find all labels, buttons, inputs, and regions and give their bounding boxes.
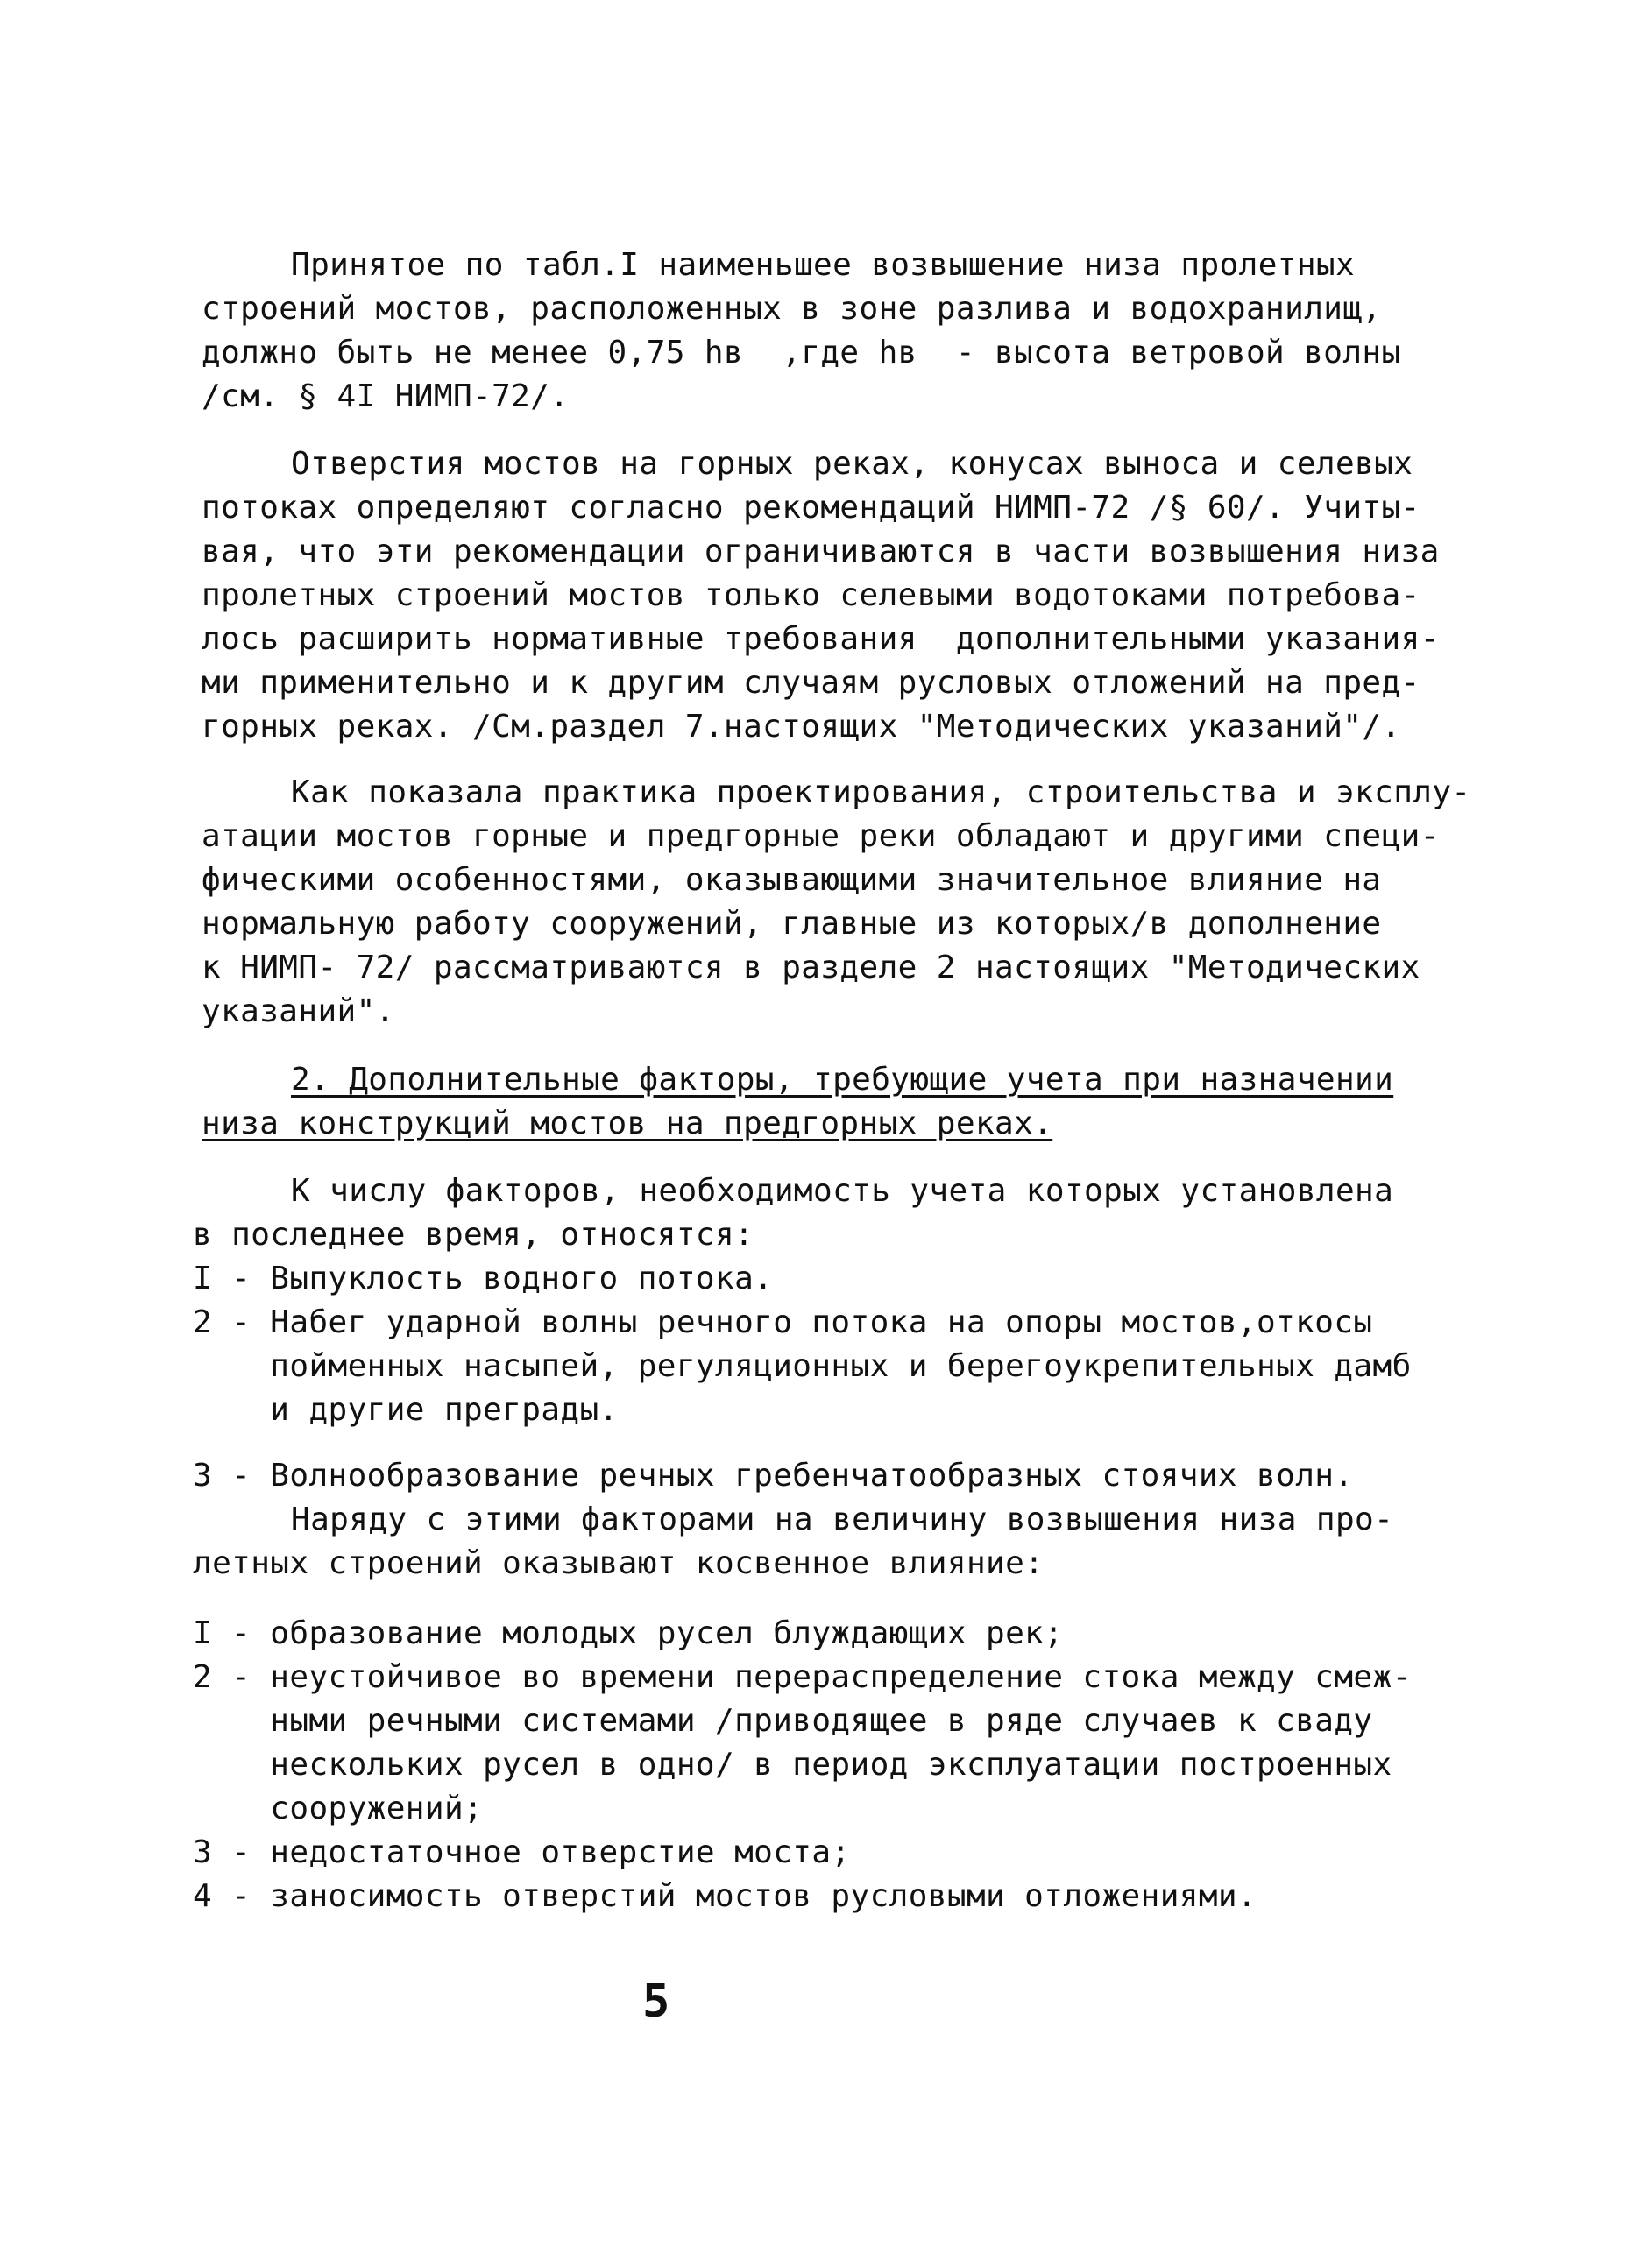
- list-item: 3 - Волнообразование речных гребенчатообразных стоячих волн.: [193, 1458, 1354, 1494]
- text-line: К числу факторов, необходимость учета которых установлена: [291, 1173, 1394, 1209]
- list-item: 2 - неустойчивое во времени перераспределение стока между смеж-: [193, 1659, 1412, 1695]
- section-heading: 2. Дополнительные факторы, требующие учета при назначении: [291, 1062, 1394, 1098]
- text-line: вая, что эти рекомендации ограничиваются в части возвышения низа: [202, 533, 1440, 569]
- list-item: сооружений;: [193, 1791, 484, 1826]
- list-item: 4 - заносимость отверстий мостов русловыми отложениями.: [193, 1878, 1257, 1914]
- page-number: 5: [642, 1975, 670, 2028]
- list-item: и другие преграды.: [193, 1392, 619, 1428]
- list-item: I - Выпуклость водного потока.: [193, 1261, 774, 1297]
- list-item: 3 - недостаточное отверстие моста;: [193, 1834, 851, 1870]
- list-item: I - образование молодых русел блуждающих рек;: [193, 1615, 1064, 1651]
- text-line: горных реках. /См.раздел 7.настоящих "Методических указаний"/.: [202, 709, 1401, 745]
- text-line: Как показала практика проектирования, строительства и эксплу-: [291, 774, 1471, 810]
- list-item: нескольких русел в одно/ в период эксплуатации построенных: [193, 1747, 1392, 1783]
- text-line: Принятое по табл.I наименьшее возвышение низа пролетных: [291, 247, 1356, 283]
- text-line: к НИМП- 72/ рассматриваются в разделе 2 настоящих "Методических: [202, 950, 1420, 986]
- text-line: Наряду с этими факторами на величину возвышения низа про-: [291, 1501, 1394, 1537]
- section-heading: низа конструкций мостов на предгорных реках.: [202, 1106, 1053, 1141]
- list-item: ными речными системами /приводящее в ряде случаев к сваду: [193, 1703, 1373, 1739]
- text-line: строений мостов, расположенных в зоне разлива и водохранилищ,: [202, 291, 1382, 327]
- text-line: фическими особенностями, оказывающими значительное влияние на: [202, 862, 1382, 898]
- text-line: в последнее время, относятся:: [193, 1217, 754, 1253]
- text-line: Отверстия мостов на горных реках, конусах выноса и селевых: [291, 446, 1413, 482]
- text-line: должно быть не менее 0,75 hв ,где hв - высота ветровой волны: [202, 335, 1401, 371]
- text-line: /см. § 4I НИМП-72/.: [202, 378, 570, 414]
- list-item: 2 - Набег ударной волны речного потока на опоры мостов,откосы: [193, 1304, 1373, 1340]
- text-line: пролетных строений мостов только селевыми водотоками потребова-: [202, 577, 1420, 613]
- text-line: ми применительно и к другим случаям русловых отложений на пред-: [202, 665, 1420, 701]
- text-line: лось расширить нормативные требования дополнительными указания-: [202, 621, 1440, 657]
- text-line: потоках определяют согласно рекомендаций НИМП-72 /§ 60/. Учиты-: [202, 490, 1420, 526]
- text-line: указаний".: [202, 993, 395, 1029]
- text-line: атации мостов горные и предгорные реки обладают и другими специ-: [202, 818, 1440, 854]
- list-item: пойменных насыпей, регуляционных и берегоукрепительных дамб: [193, 1348, 1412, 1384]
- text-line: летных строений оказывают косвенное влияние:: [193, 1545, 1045, 1581]
- text-line: нормальную работу сооружений, главные из которых/в дополнение: [202, 906, 1382, 942]
